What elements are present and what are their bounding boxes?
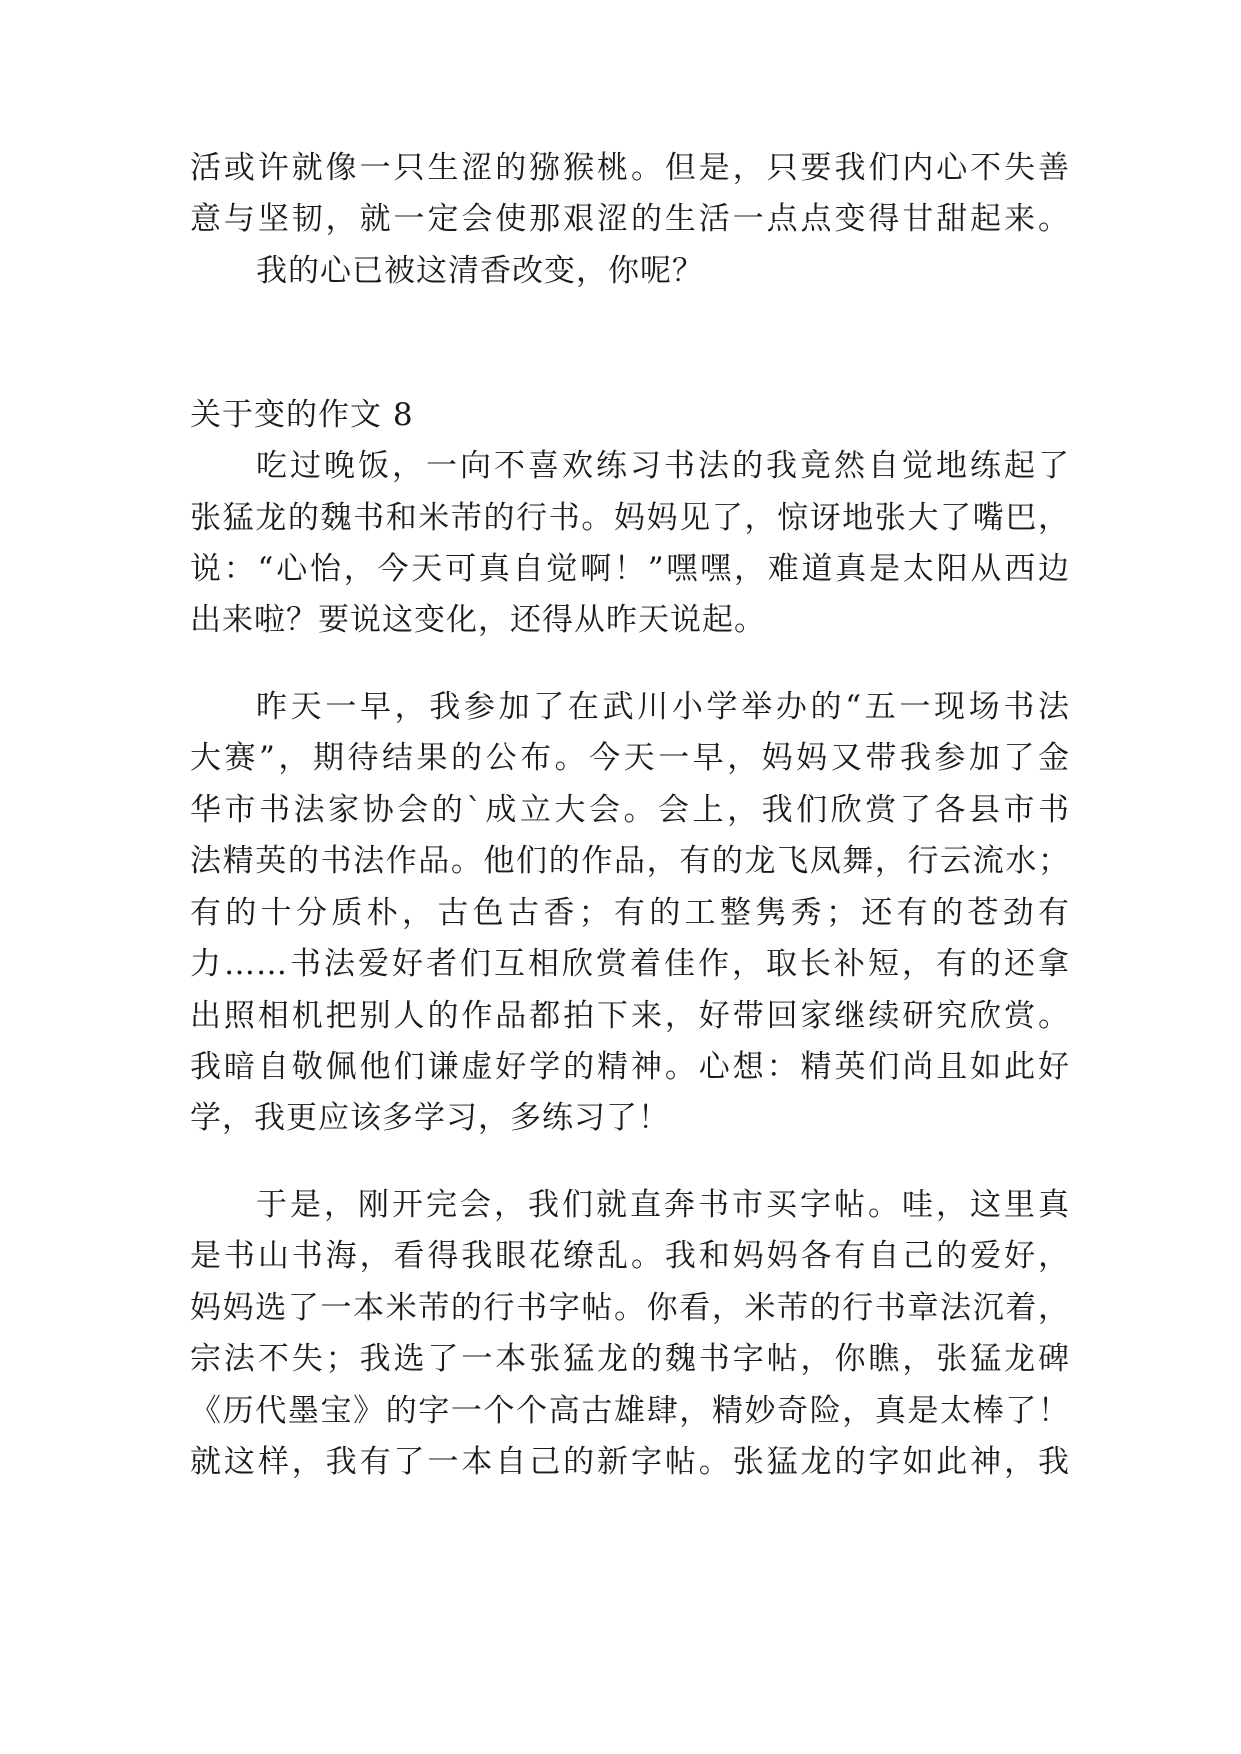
text-line: 意与坚韧，就一定会使那艰涩的生活一点点变得甘甜起来。 <box>190 201 1070 237</box>
text-line: 是书山书海，看得我眼花缭乱。我和妈妈各有自己的爱好， <box>190 1238 1070 1274</box>
text-line: 宗法不失；我选了一本张猛龙的魏书字帖，你瞧，张猛龙碑 <box>190 1341 1070 1377</box>
text-line: 我暗自敬佩他们谦虚好学的精神。心想：精英们尚且如此好 <box>190 1049 1070 1085</box>
text-line: 出照相机把别人的作品都拍下来，好带回家继续研究欣赏。 <box>190 998 1070 1034</box>
text-line: 张猛龙的魏书和米芾的行书。妈妈见了，惊讶地张大了嘴巴， <box>190 500 1070 536</box>
text-line: 吃过晚饭，一向不喜欢练习书法的我竟然自觉地练起了 <box>256 448 1070 484</box>
text-line: 活或许就像一只生涩的猕猴桃。但是，只要我们内心不失善 <box>190 150 1070 186</box>
text-line: 法精英的书法作品。他们的作品，有的龙飞凤舞，行云流水； <box>190 843 1070 879</box>
text-line: 昨天一早，我参加了在武川小学举办的“五一现场书法 <box>256 689 1070 725</box>
text-line: 大赛”，期待结果的公布。今天一早，妈妈又带我参加了金 <box>190 740 1070 776</box>
text-line: 我的心已被这清香改变，你呢？ <box>256 253 704 289</box>
section-heading: 关于变的作文 8 <box>190 397 414 433</box>
text-line: 说：“心怡，今天可真自觉啊！”嘿嘿，难道真是太阳从西边 <box>190 551 1070 587</box>
text-line: 学，我更应该多学习，多练习了！ <box>190 1100 670 1136</box>
text-line: 力……书法爱好者们互相欣赏着佳作，取长补短，有的还拿 <box>190 946 1070 982</box>
text-line: 出来啦？要说这变化，还得从昨天说起。 <box>190 602 766 638</box>
text-line: 《历代墨宝》的字一个个高古雄肆，精妙奇险，真是太棒了！ <box>190 1393 1070 1429</box>
text-line: 妈妈选了一本米芾的行书字帖。你看，米芾的行书章法沉着， <box>190 1290 1070 1326</box>
text-line: 于是，刚开完会，我们就直奔书市买字帖。哇，这里真 <box>256 1187 1070 1223</box>
text-line: 就这样，我有了一本自己的新字帖。张猛龙的字如此神，我 <box>190 1444 1070 1480</box>
text-line: 有的十分质朴，古色古香；有的工整隽秀；还有的苍劲有 <box>190 895 1070 931</box>
text-line: 华市书法家协会的`成立大会。会上，我们欣赏了各县市书 <box>190 792 1070 828</box>
